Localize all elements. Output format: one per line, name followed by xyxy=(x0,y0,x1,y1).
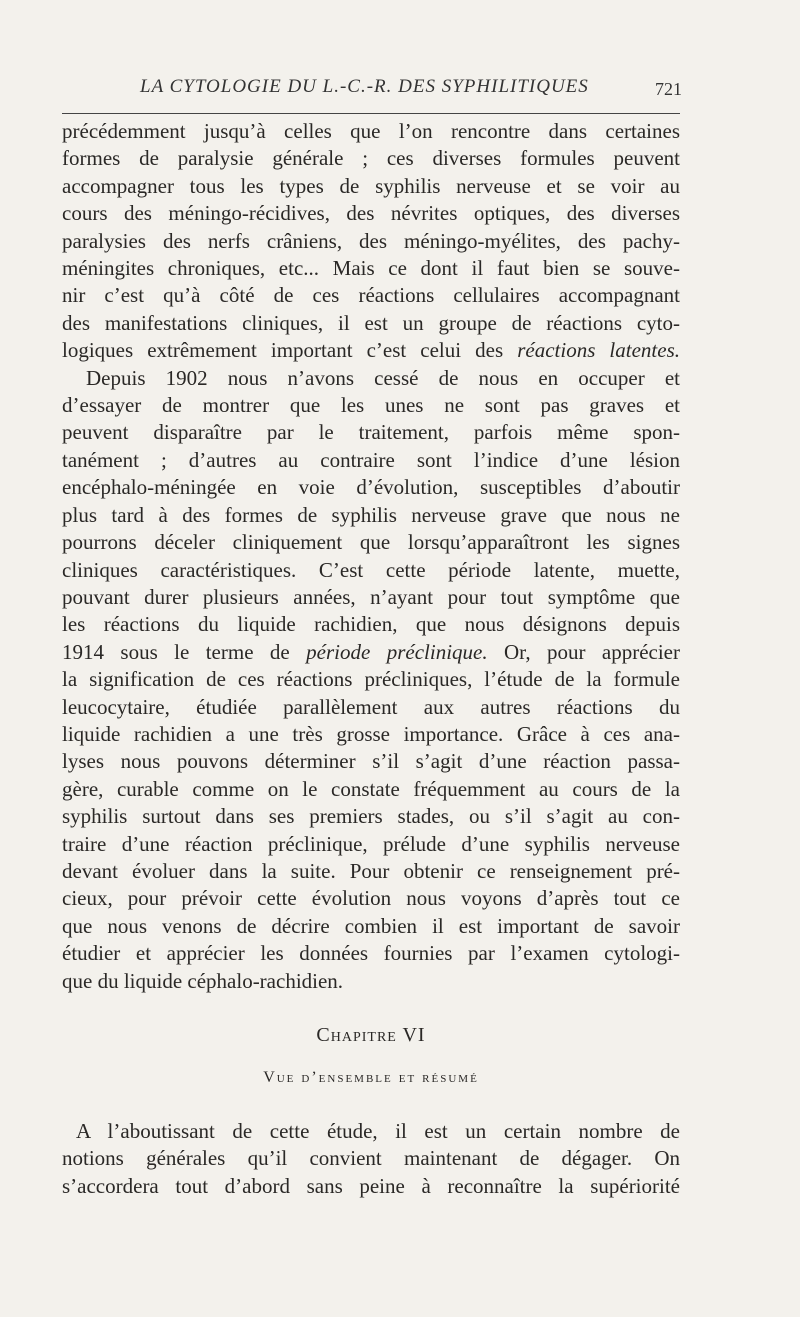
text-line: d’essayer de montrer que les unes ne sont pas graves et xyxy=(62,393,680,418)
text-line: pourrons déceler cliniquement que lorsqu’apparaîtront les signes xyxy=(62,530,680,555)
text-line: liquide rachidien a une très grosse importance. Grâce à ces ana- xyxy=(62,721,680,746)
text-line: des manifestations cliniques, il est un groupe de réactions cyto- xyxy=(62,310,680,335)
text-line: Depuis 1902 nous n’avons cessé de nous en occuper et xyxy=(86,365,680,390)
text-line: que nous venons de décrire combien il est important de savoir xyxy=(62,913,680,938)
chapter-subtitle: Vue d’ensemble et résumé xyxy=(263,1069,479,1086)
text-line xyxy=(62,639,680,666)
text-line: cours des méningo-récidives, des névrites optiques, des diverses xyxy=(62,201,680,226)
text-line: étudier et apprécier les données fournies par l’examen cytologi- xyxy=(62,941,680,966)
text-line: traire d’une réaction préclinique, prélude d’une syphilis nerveuse xyxy=(62,831,680,856)
text-line: tanément ; d’autres au contraire sont l’indice d’une lésion xyxy=(62,447,680,472)
text-line: pouvant durer plusieurs années, n’ayant pour tout symptôme que xyxy=(62,584,680,609)
text-line: lyses nous pouvons déterminer s’il s’agit d’une réaction passa- xyxy=(62,749,680,774)
text-line: nir c’est qu’à côté de ces réactions cellulaires accompagnant xyxy=(62,283,680,308)
page-number: 721 xyxy=(655,79,682,99)
header-rule xyxy=(62,113,680,114)
running-title: LA CYTOLOGIE DU L.-C.-R. DES SYPHILITIQUES xyxy=(140,76,589,97)
text-run: logiques extrêmement important c’est celui des xyxy=(62,338,518,363)
paragraph-1 xyxy=(62,118,680,365)
chapter-title: Chapitre VI xyxy=(316,1024,426,1046)
text-line xyxy=(62,337,680,364)
text-line: méningites chroniques, etc... Mais ce dont il faut bien se souve- xyxy=(62,256,680,281)
text-line: que du liquide céphalo-rachidien. xyxy=(62,968,344,993)
text-line: plus tard à des formes de syphilis nerveuse grave que nous ne xyxy=(62,502,680,527)
emphasis-text: période préclinique. xyxy=(306,639,488,664)
text-run: Or, pour apprécier xyxy=(487,639,680,664)
text-line: les réactions du liquide rachidien, que nous désignons depuis xyxy=(62,612,680,637)
text-line: notions générales qu’il convient maintenant de dégager. On xyxy=(62,1146,680,1171)
text-line: accompagner tous les types de syphilis nerveuse et se voir au xyxy=(62,173,680,198)
text-run: 1914 sous le terme de xyxy=(62,639,307,664)
text-line: encéphalo-méningée en voie d’évolution, susceptibles d’aboutir xyxy=(62,475,680,500)
body-text xyxy=(62,118,680,995)
text-line: paralysies des nerfs crâniens, des méningo-myélites, des pachy- xyxy=(62,228,680,253)
text-line: devant évoluer dans la suite. Pour obtenir ce renseignement pré- xyxy=(62,858,680,883)
paragraph-2 xyxy=(62,365,680,995)
paragraph-3 xyxy=(62,1118,680,1200)
text-line: précédemment jusqu’à celles que l’on rencontre dans certaines xyxy=(62,119,680,143)
text-line: cieux, pour prévoir cette évolution nous voyons d’après tout ce xyxy=(62,886,680,911)
text-line: la signification de ces réactions précliniques, l’étude de la formule xyxy=(62,667,680,692)
text-line: cliniques caractéristiques. C’est cette période latente, muette, xyxy=(62,557,680,582)
text-line: leucocytaire, étudiée parallèlement aux autres réactions du xyxy=(62,694,680,719)
text-line: s’accordera tout d’abord sans peine à reconnaître la supériorité xyxy=(62,1173,680,1198)
text-line: gère, curable comme on le constate fréquemment au cours de la xyxy=(62,776,680,801)
running-header xyxy=(62,76,682,100)
text-line: syphilis surtout dans ses premiers stades, ou s’il s’agit au con- xyxy=(62,804,680,829)
text-line: A l’aboutissant de cette étude, il est un certain nombre de xyxy=(76,1119,680,1143)
text-line: formes de paralysie générale ; ces diverses formules peuvent xyxy=(62,146,680,171)
text-line: peuvent disparaître par le traitement, parfois même spon- xyxy=(62,420,680,445)
emphasis-text: réactions latentes. xyxy=(517,338,680,363)
